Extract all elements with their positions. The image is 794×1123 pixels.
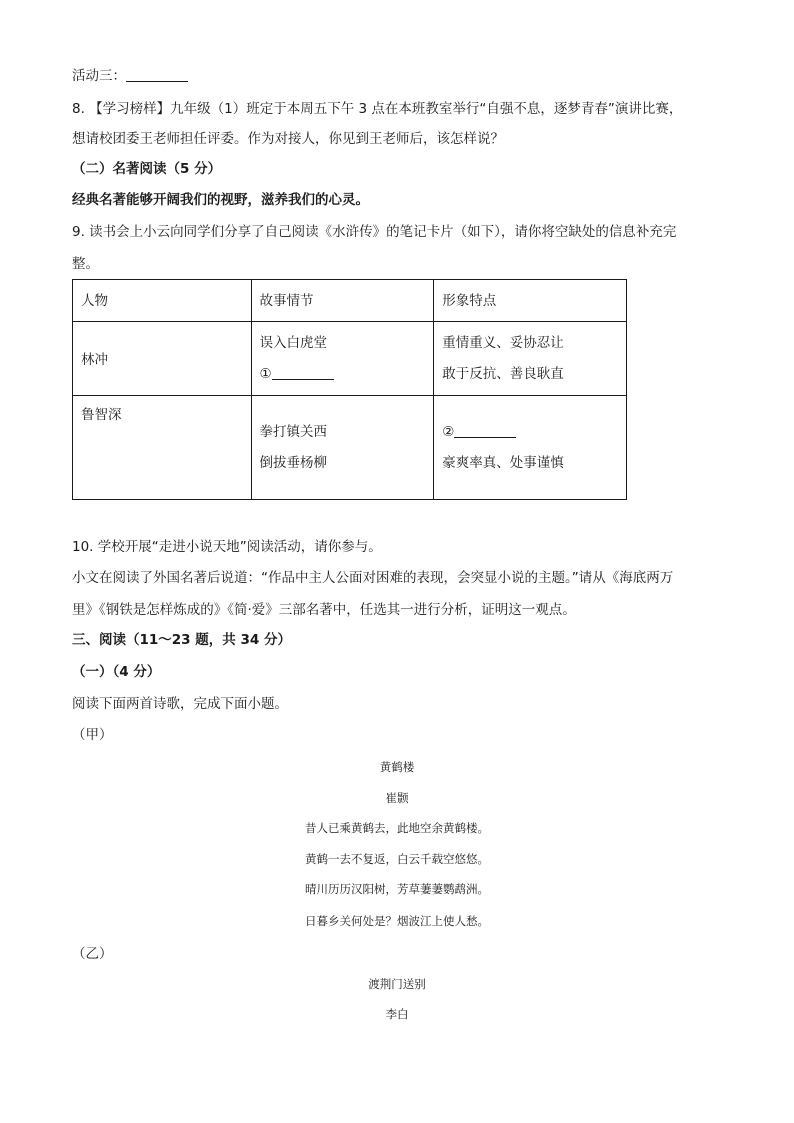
q10-line1: 10. 学校开展“走进小说天地”阅读活动，请你参与。 — [72, 539, 382, 555]
table-cell-plot: 误入白虎堂 ① — [251, 322, 434, 396]
table-header-cell: 形象特点 — [434, 280, 627, 322]
poem2-author: 李白 — [385, 1007, 409, 1021]
q9-line2: 整。 — [72, 256, 99, 272]
poem1-line: 晴川历历汉阳树，芳草萋萋鹦鹉洲。 — [305, 882, 489, 896]
answer-blank-2[interactable] — [454, 423, 516, 438]
q10-line2: 小文在阅读了外国名著后说道：“作品中主人公面对困难的表现，会突显小说的主题。”请从《海底两万 — [72, 570, 674, 586]
table-cell-traits: 重情重义、妥协忍让 敢于反抗、善良耿直 — [434, 322, 627, 396]
part3-title: 三、阅读（11～23 题，共 34 分） — [72, 632, 291, 648]
table-cell-person: 鲁智深 — [73, 396, 252, 500]
sub1-instructions: 阅读下面两首诗歌，完成下面小题。 — [72, 696, 288, 712]
answer-blank-1[interactable] — [272, 365, 334, 380]
activity3-line — [72, 66, 188, 86]
notes-card-table — [72, 279, 627, 500]
table-cell-person: 林冲 — [73, 322, 252, 396]
table-header-row — [73, 280, 627, 322]
table-header-cell: 故事情节 — [251, 280, 434, 322]
poem1-line: 黄鹤一去不复返，白云千载空悠悠。 — [305, 852, 489, 866]
activity3-answer-blank[interactable] — [126, 67, 188, 82]
table-row — [73, 322, 627, 396]
table-cell-plot: 拳打镇关西 倒拔垂杨柳 — [251, 396, 434, 500]
poem-a-label: （甲） — [72, 727, 113, 743]
q8-line2: 想请校团委王老师担任评委。作为对接人，你见到王老师后，该怎样说？ — [72, 131, 504, 147]
table-cell-traits: ② 豪爽率真、处事谨慎 — [434, 396, 627, 500]
section2-lead: 经典名著能够开阔我们的视野，滋养我们的心灵。 — [72, 192, 369, 208]
poem-b-label: （乙） — [72, 946, 113, 962]
table-header-cell: 人物 — [73, 280, 252, 322]
poem1-line: 昔人已乘黄鹤去，此地空余黄鹤楼。 — [305, 821, 489, 835]
poem2-title: 渡荆门送别 — [368, 977, 426, 991]
blank-marker-1: ① — [259, 366, 272, 382]
section2-title: （二）名著阅读（5 分） — [72, 161, 222, 177]
blank-marker-2: ② — [442, 424, 455, 440]
q9-line1: 9. 读书会上小云向同学们分享了自己阅读《水浒传》的笔记卡片（如下），请你将空缺处的信息补充完 — [72, 224, 677, 240]
q10-line3: 里》《钢铁是怎样炼成的》《简·爱》三部名著中，任选其一进行分析，证明这一观点。 — [72, 602, 576, 618]
sub1-title: （一）（4 分） — [72, 664, 161, 680]
table-row — [73, 396, 627, 500]
q8-line1: 8. 【学习榜样】九年级（1）班定于本周五下午 3 点在本班教室举行“自强不息，逐梦青春”演讲比赛， — [72, 101, 683, 117]
activity3-label: 活动三： — [72, 68, 126, 84]
poem1-author: 崔颢 — [385, 791, 409, 805]
poem1-line: 日暮乡关何处是？烟波江上使人愁。 — [305, 914, 489, 928]
poem1-title: 黄鹤楼 — [379, 760, 415, 774]
